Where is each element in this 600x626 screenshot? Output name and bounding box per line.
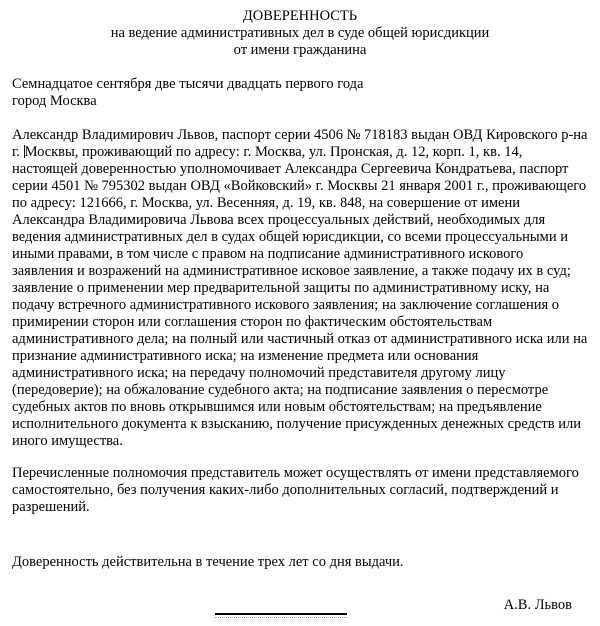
paragraph-text-after-caret: Москвы, проживающий по адресу: г. Москва, ул. Пронская, д. 12, корп. 1, кв. 14, настоящей доверенностью уполномочивает Александра Сергеевича Кондратьева, паспорт серии 4501 № 795302 выдан ОВД «Войковский» г. Москвы 21 января 2001 г., проживающего по адресу: 121666, г. Москва, ул. Весенняя, д. 19, кв. 848, на совершение от имени Александра Владимировича Львова всех процессуальных действий, необходимых для ведения административных дел в судах общей юрисдикции, со всеми процессуальными и иными правами, в том числе с правом на подписание административного искового заявления и возражений на административное исковое заявление, а также подачу их в суд; заявление о применении мер предварительной защиты по административному иску, на подачу встречного административного искового заявления; на заключение соглашения о примирении сторон или соглашения сторон по фактическим обстоятельствам административного дела; на полный или частичный отказ от административного иска или на признание административного иска; на изменение предмета или основания административного иска; на передачу полномочий представителя другому лицу (передоверие); на обжалование судебного акта; на подписание заявления о пересмотре судебных актов по вновь открывшимся или новым обстоятельствам; на предъявление исполнительного документа к взысканию, получение присужденных денежных средств или иного имущества. bbox=[12, 144, 588, 449]
signature-line[interactable] bbox=[215, 613, 347, 618]
body-paragraph-validity[interactable]: Доверенность действительна в течение трех лет со дня выдачи. bbox=[12, 554, 404, 570]
signer-name: А.В. Львов bbox=[503, 597, 572, 613]
body-paragraph-main[interactable] bbox=[12, 127, 588, 450]
document-title[interactable]: ДОВЕРЕННОСТЬ bbox=[242, 8, 358, 24]
paragraph-text-before-caret: Александр Владимирович Львов, паспорт серии 4506 № 718183 выдан ОВД Кировского р-на г. bbox=[12, 127, 588, 160]
signature-block bbox=[12, 597, 588, 618]
signature-solid-line bbox=[215, 613, 347, 615]
document-city-text[interactable]: город Москва bbox=[12, 93, 97, 109]
document-subtitle-line2[interactable]: от имени гражданина bbox=[233, 42, 367, 58]
document-header bbox=[12, 8, 588, 59]
date-place-block bbox=[12, 76, 588, 110]
document-date-text[interactable]: Семнадцатое сентября две тысячи двадцать первого года bbox=[12, 76, 364, 92]
document-subtitle-line1[interactable]: на ведение административных дел в суде общей юрисдикции bbox=[110, 25, 490, 41]
body-paragraph-authority[interactable]: Перечисленные полномочия представитель может осуществлять от имени представляемого самостоятельно, без получения каких-либо дополнительных согласий, подтверждений и разрешений. bbox=[12, 465, 579, 515]
signature-dotted-line bbox=[215, 617, 347, 618]
